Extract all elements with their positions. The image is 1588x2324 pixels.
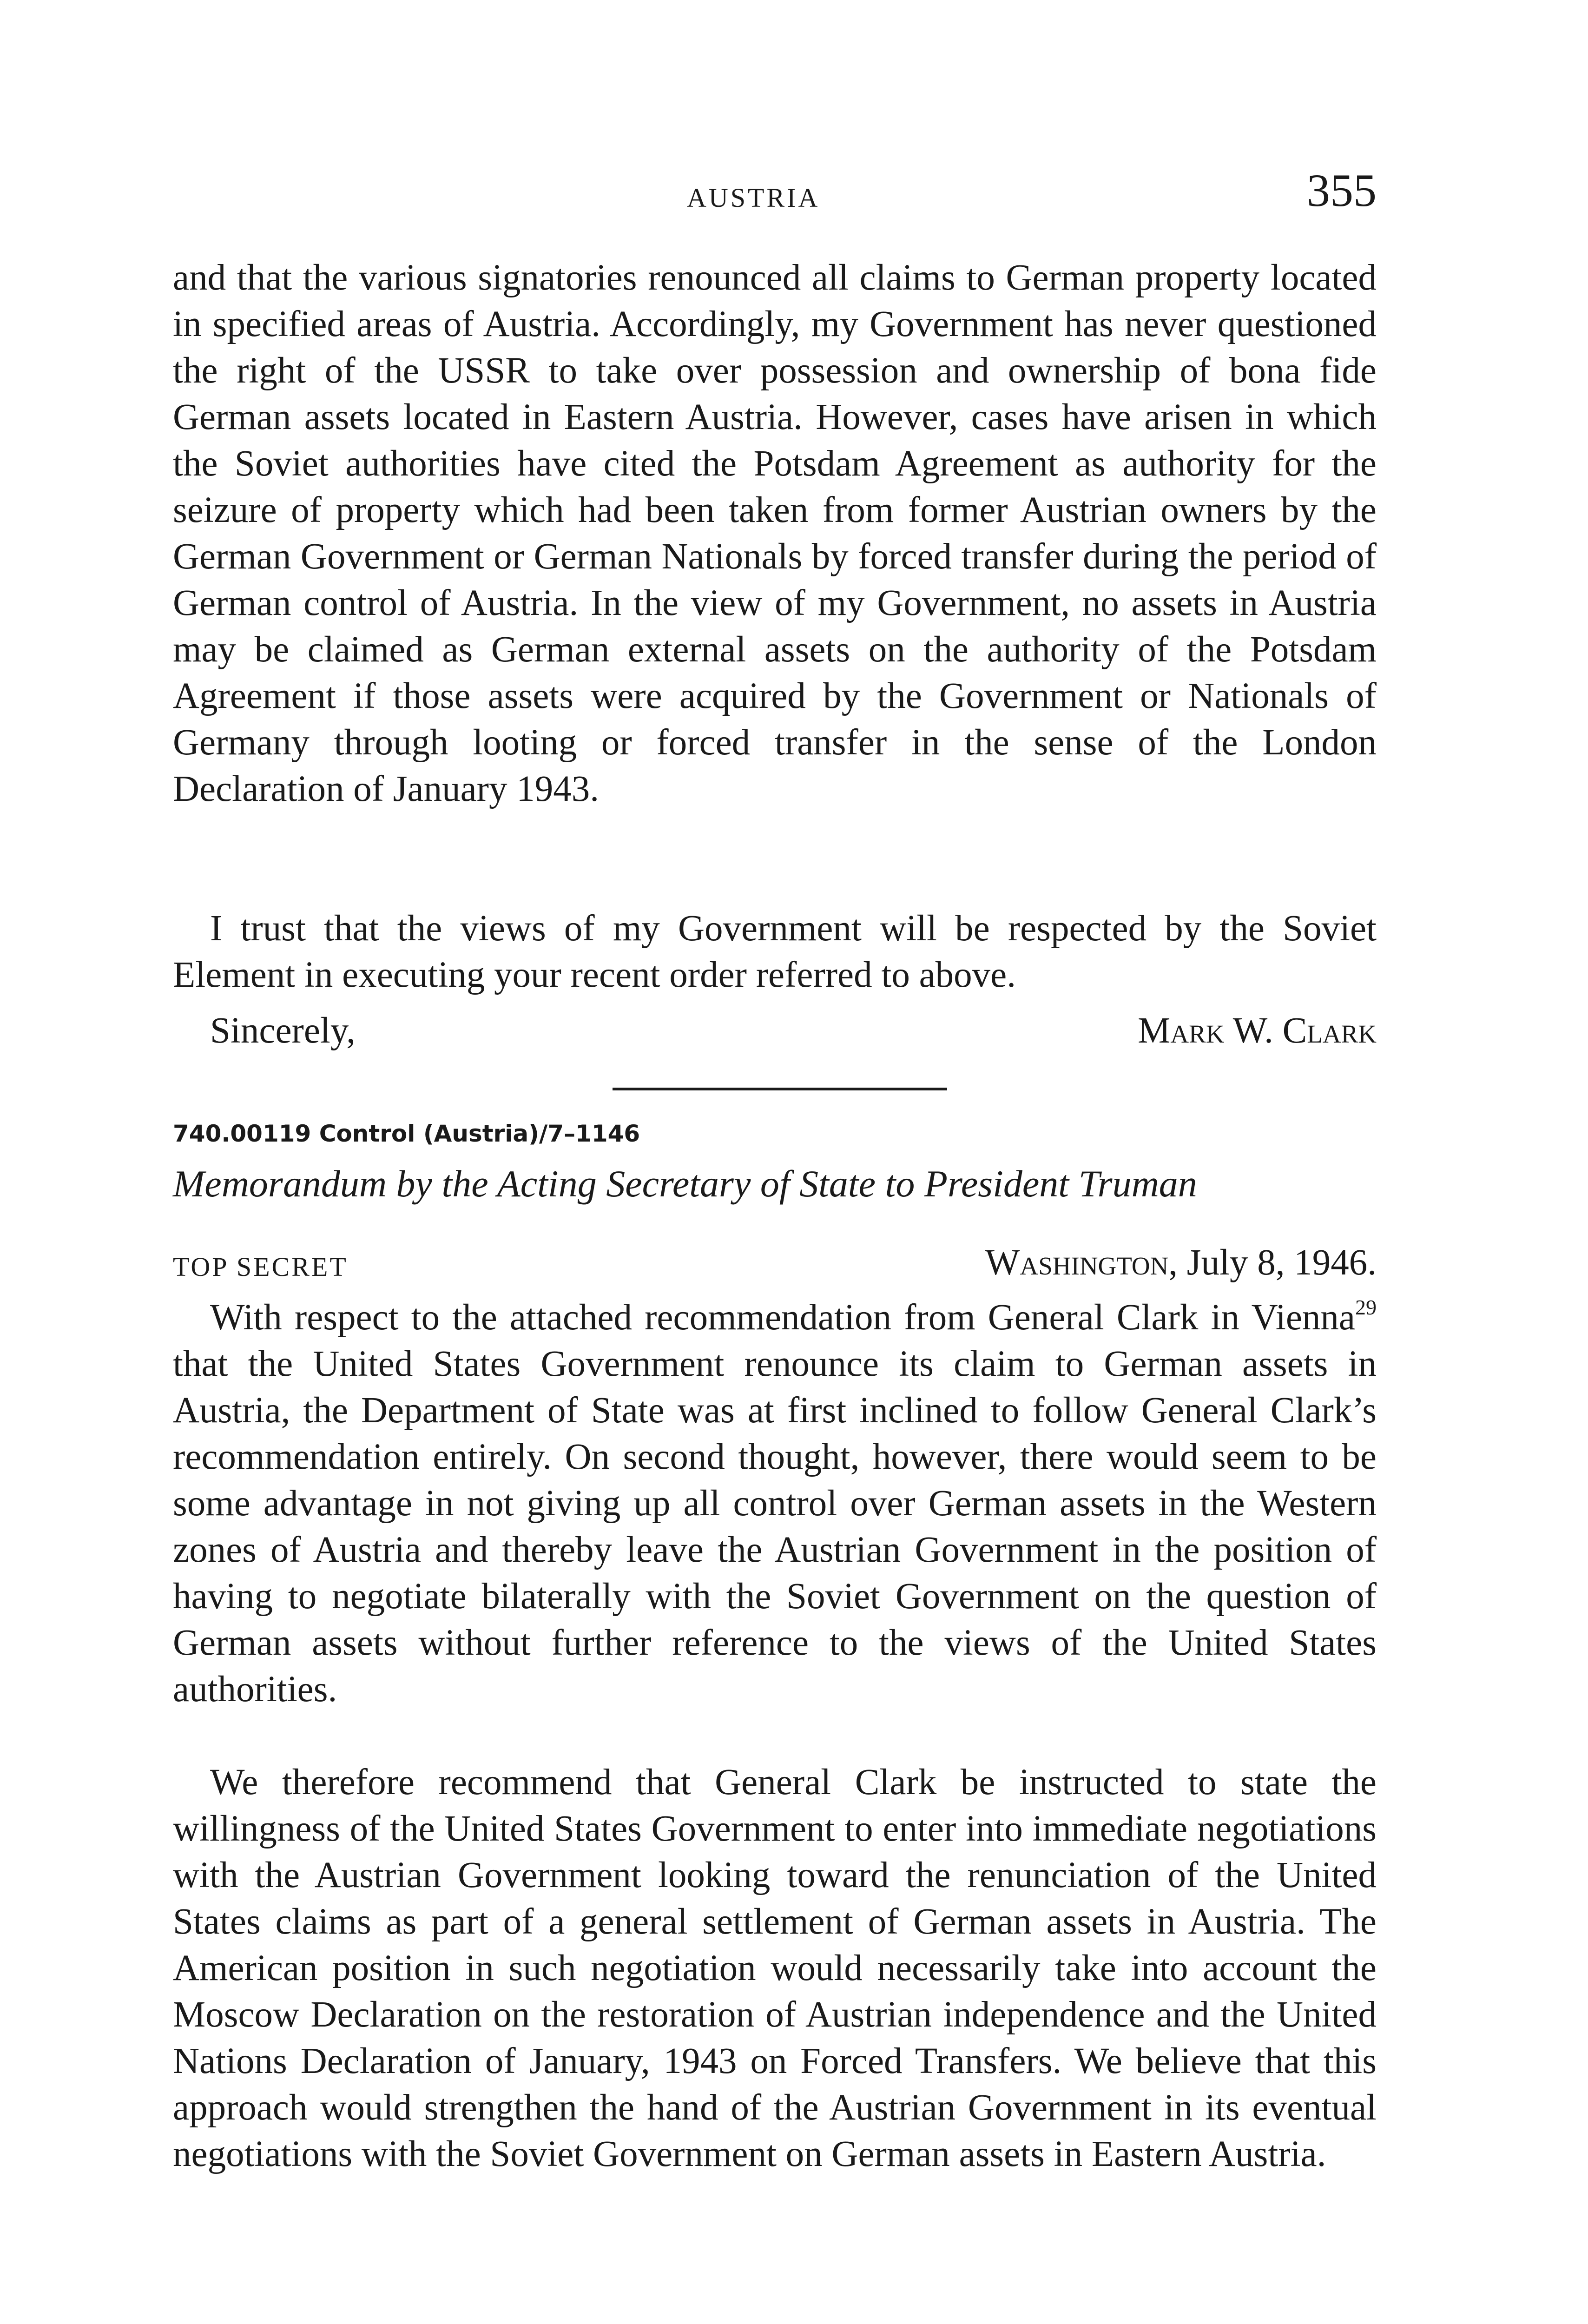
- closing-salutation: Sincerely,: [210, 1010, 356, 1051]
- document-title: Memorandum by the Acting Secretary of State to President Truman: [173, 1162, 1197, 1205]
- page-number: 355: [1307, 165, 1377, 216]
- section-divider: [613, 1088, 947, 1090]
- footnote-ref-29[interactable]: 29: [1355, 1295, 1377, 1319]
- file-reference: 740.00119 Control (Austria)/7–1146: [173, 1120, 640, 1147]
- memo-paragraph-1: [173, 1294, 1377, 1713]
- memo-paragraph-1-rest: that the United States Government renounce its claim to German assets in Austria, the Department of State was at first inclined to follow General Clark’s recommendation entirely. On second thought, however, there would seem to be some advantage in not giving up all control over German assets in the Western zones of Austria and thereby leave the Austrian Government in the position of having to negotiate bilaterally with the Soviet Government on the question of German assets without further reference to the views of the United States authorities.: [173, 1344, 1377, 1710]
- memo-paragraph-1-lead: With respect to the attached recommendation from General Clark in Vienna: [210, 1297, 1355, 1338]
- memo-paragraph-2: We therefore recommend that General Clark be instructed to state the willingness of the United States Government to enter into immediate negotiations with the Austrian Government looking toward the renunciation of the United States claims as part of a general settlement of German assets in Austria. The American position in such negotiation would necessarily take into account the Moscow Declaration on the restoration of Austrian independence and the United Nations Declaration of January, 1943 on Forced Transfers. We believe that this approach would strengthen the hand of the Austrian Government in its eventual negotiations with the Soviet Government on German assets in Eastern Austria.: [173, 1762, 1377, 2174]
- place-date: [985, 1242, 1377, 1284]
- signature: Mark W. Clark: [1138, 1010, 1377, 1051]
- place: Washington,: [985, 1242, 1178, 1283]
- running-head: AUSTRIA: [687, 183, 820, 213]
- letter-paragraph-1: and that the various signatories renounced all claims to German property located in specified areas of Austria. Accordingly, my Government has never questioned the right of the USSR to take over possession and ownership of bona fide German assets located in Eastern Austria. However, cases have arisen in which the Soviet authorities have cited the Potsdam Agreement as authority for the seizure of property which had been taken from former Austrian owners by the German Government or German Nationals by forced transfer during the period of German control of Austria. In the view of my Government, no assets in Austria may be claimed as German external assets on the authority of the Potsdam Agreement if those assets were acquired by the Government or Nationals of Germany through looting or forced transfer in the sense of the London Declaration of January 1943.: [173, 257, 1377, 809]
- classification-label: TOP SECRET: [173, 1252, 348, 1282]
- letter-paragraph-2: I trust that the views of my Government will be respected by the Soviet Element in executing your recent order referred to above.: [173, 908, 1377, 995]
- date: July 8, 1946.: [1186, 1242, 1377, 1283]
- letter-closing: [210, 1008, 1377, 1054]
